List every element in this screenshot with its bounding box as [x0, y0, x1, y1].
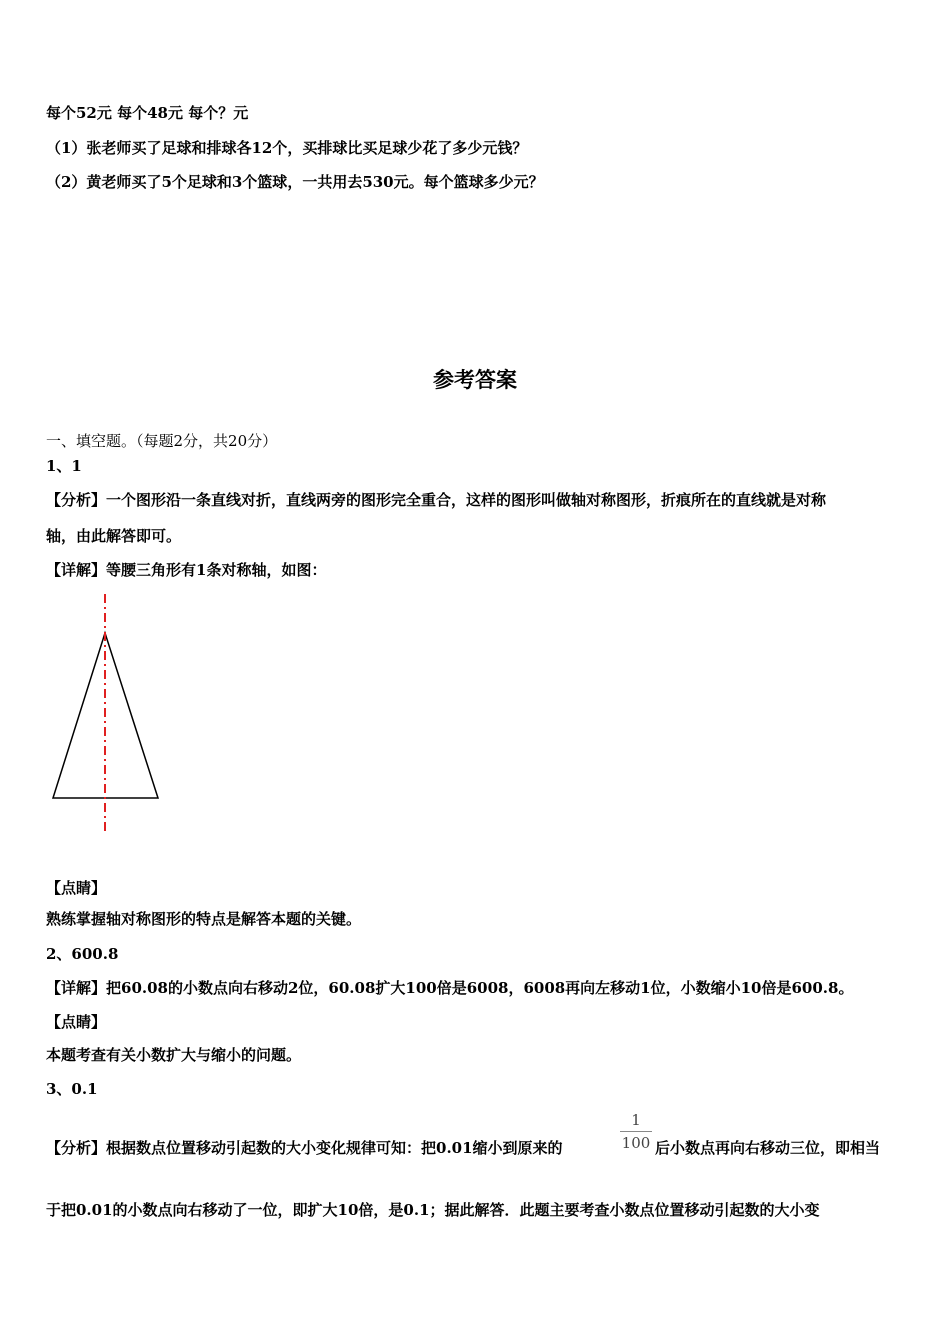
fraction-numerator: 1: [631, 1111, 641, 1129]
answers-title: 参考答案: [433, 368, 517, 392]
item-3-analysis-b: 后小数点再向右移动三位，即相当: [655, 1139, 881, 1157]
item-2-label: 2、600.8: [46, 945, 119, 963]
item-1-remark: 熟练掌握轴对称图形的特点是解答本题的关键。: [46, 910, 362, 928]
prices-line: 每个52元 每个48元 每个？元: [46, 104, 249, 122]
fraction-one-hundredth: [620, 1110, 652, 1153]
item-2-detail: 【详解】把60.08的小数点向右移动2位，60.08扩大100倍是6008，6008再向左移动1位，小数缩小10倍是600.8。: [46, 979, 854, 997]
item-1-detail: 【详解】等腰三角形有1条对称轴，如图：: [46, 561, 327, 579]
fraction-denominator: 100: [621, 1134, 651, 1152]
item-2-remark: 本题考查有关小数扩大与缩小的问题。: [46, 1046, 302, 1064]
item-1-analysis-line-2: 轴，由此解答即可。: [46, 527, 182, 545]
triangle-symmetry-figure: [40, 590, 180, 840]
question-part-2: （2）黄老师买了5个足球和3个篮球，一共用去530元。每个篮球多少元？: [46, 173, 544, 191]
question-part-1: （1）张老师买了足球和排球各12个，买排球比买足球少花了多少元钱？: [46, 139, 528, 157]
item-1-label: 1、1: [46, 457, 82, 475]
item-3-analysis-a: 【分析】根据数点位置移动引起数的大小变化规律可知：把0.01缩小到原来的: [46, 1139, 563, 1157]
item-1-remark-label: 【点睛】: [46, 879, 107, 897]
fraction-bar: [620, 1131, 652, 1132]
item-2-remark-label: 【点睛】: [46, 1013, 107, 1031]
item-3-label: 3、0.1: [46, 1080, 98, 1098]
section-heading: 一、填空题。（每题2分，共20分）: [46, 432, 278, 450]
item-1-analysis-line-1: 【分析】一个图形沿一条直线对折，直线两旁的图形完全重合，这样的图形叫做轴对称图形，折痕所在的直线就是对称: [46, 491, 827, 509]
item-3-analysis-c: 于把0.01的小数点向右移动了一位，即扩大10倍，是0.1；据此解答．此题主要考查小数点位置移动引起数的大小变: [46, 1201, 820, 1219]
